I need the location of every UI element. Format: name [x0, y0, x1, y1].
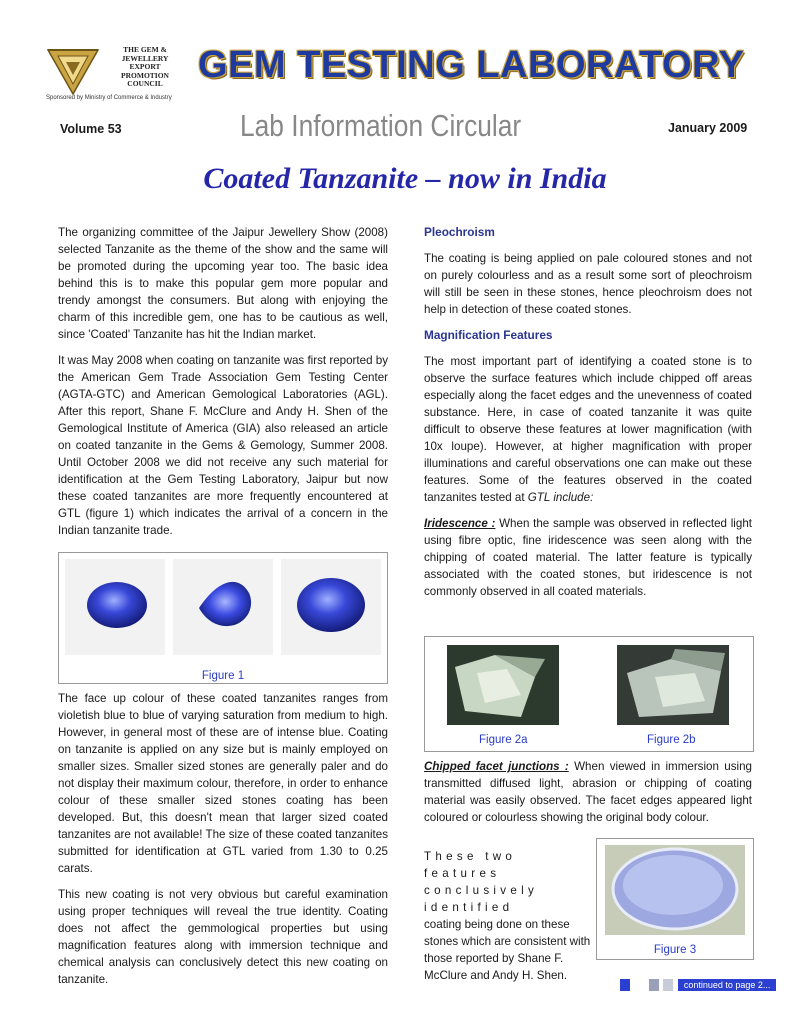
issue-date: January 2009	[668, 121, 748, 135]
paragraph: The organizing committee of the Jaipur Jewellery Show (2008) selected Tanzanite as the theme of the show and the same will be promoted during the upcoming year too. The basic idea behind this is to make this popular gem more popular and trendy amongst the consumers. But along with enjoying the charm of this incredible gem, one has to be cautious as well, since 'Coated' Tanzanite has hit the Indian market.	[58, 226, 388, 341]
oval-gem	[87, 582, 147, 628]
footer-square	[634, 979, 644, 991]
article-headline: Coated Tanzanite – now in India	[203, 162, 607, 195]
coated-facets-photos	[425, 637, 753, 729]
paragraph-tail: GTL include:	[527, 491, 594, 504]
left-column-lower	[58, 690, 388, 997]
paragraph-text: The most important part of identifying a coated stone is to observe the surface features which include chipped off areas especially along the facet edges and the unevenness of coated substance. Here, in case of coated tanzanite it was quite difficult to observe these features at lower magnification (with 10x loupe). However, at higher magnification with proper illuminations and careful observations one can make out these features. Some of the features observed in the coated tanzanites tested at	[424, 355, 752, 504]
section-heading-magnification: Magnification Features	[424, 328, 553, 342]
figure-2	[424, 636, 754, 752]
figure-2a-caption: Figure 2a	[479, 734, 528, 746]
figure-2-captions	[425, 734, 753, 754]
immersion-photo	[597, 839, 753, 939]
volume-number: Volume 53	[60, 122, 122, 136]
figure-3-caption: Figure 3	[653, 944, 697, 956]
paragraph	[424, 515, 752, 600]
logo-line: EXPORT	[129, 62, 161, 71]
footer-square	[649, 979, 659, 991]
chipped-facet-term: Chipped facet junctions :	[424, 760, 569, 773]
paragraph	[424, 758, 752, 826]
figure-1-caption: Figure 1	[201, 670, 245, 682]
footer-square	[620, 979, 630, 991]
footer-bar	[620, 976, 776, 994]
logo-line: COUNCIL	[127, 79, 163, 88]
paragraph: This new coating is not very obvious but careful examination using proper techniques will reveal the true identity. Coating does not affect the gemmological properties but using magnification features along with immersion technique and chemical analysis can conclusively detect this new coating on tanzanite.	[58, 888, 388, 986]
paragraph	[424, 353, 752, 506]
lab-title: GEM TESTING LABORATORY	[198, 44, 745, 86]
logo-line: THE GEM &	[123, 45, 167, 54]
paragraph: The face up colour of these coated tanzanites ranges from violetish blue to blue of varying saturation from medium to high. However, in general most of these are of intense blue. Coating on tanzanite is applied on any size but is mainly employed on smaller sizes. Smaller sized stones are generally paler and do not display their maximum colour, therefore, in order to enhance colour of these smaller sized stones coating has been developed. But, this doesn't mean that larger sized coated tanzanites are not available! The size of these coated tanzanites submitted for identification at GTL varied from 1.30 to 0.25 carats.	[58, 692, 388, 875]
iridescence-term: Iridescence :	[424, 517, 496, 530]
section-heading-pleochroism: Pleochroism	[424, 225, 495, 239]
figure-1	[58, 552, 388, 684]
paragraph-text: When viewed in immersion using transmitted diffused light, abrasion or chipping of coating material was easily observed. The facet edges appeared light coloured or colourless showing the original body colour.	[424, 760, 752, 824]
oval-gem-large	[297, 578, 365, 632]
paragraph-text-spaced: These two features conclusively identified	[424, 850, 539, 914]
features-paragraph	[424, 848, 592, 984]
circular-title: Lab Information Circular	[240, 108, 522, 143]
paragraph-text: coating being done on these stones which are consistent with those reported by Shane F. McClure and Andy H. Shen.	[424, 918, 591, 982]
sponsor-text: Sponsored by Ministry of Commerce & Industry	[46, 95, 172, 101]
paragraph: The coating is being applied on pale coloured stones and not on purely colourless and as a result some sort of pleochroism will still be seen in these stones, hence pleochroism does not help in detection of these coated stones.	[424, 252, 752, 316]
right-column-lower	[424, 758, 752, 835]
figure-3	[596, 838, 754, 960]
logo-line: JEWELLERY	[121, 53, 169, 63]
left-column	[58, 224, 388, 548]
footer-square	[663, 979, 673, 991]
paragraph-text: When the sample was observed in reflected light using fibre optic, fine iridescence was seen along with the chipping of coated material. The latter feature is typically associated with the coated stones, but iridescence is not commonly observed in all coated materials.	[424, 517, 752, 598]
tanzanite-gems-photo	[59, 553, 387, 665]
figure-2b-caption: Figure 2b	[647, 734, 696, 746]
logo-line: PROMOTION	[121, 70, 169, 80]
logo-text	[100, 46, 190, 89]
continued-link[interactable]: continued to page 2...	[678, 979, 777, 991]
paragraph: It was May 2008 when coating on tanzanite was first reported by the American Gem Trade Association Gem Testing Center (AGTA-GTC) and American Gemological Laboratories (AGL). After this report, Shane F. McClure and Andy H. Shen of the Gemological Institute of America (GIA) also released an article on coated tanzanite in the Gems & Gemology, Summer 2008. Until October 2008 we did not receive any such material for identification at the Gem Testing Laboratory, Jaipur but now these coated tanzanites are more frequently encountered at GTL (figure 1) which indicates the arrival of a concern in the Indian tanzanite trade.	[58, 354, 388, 537]
right-column	[424, 224, 752, 609]
